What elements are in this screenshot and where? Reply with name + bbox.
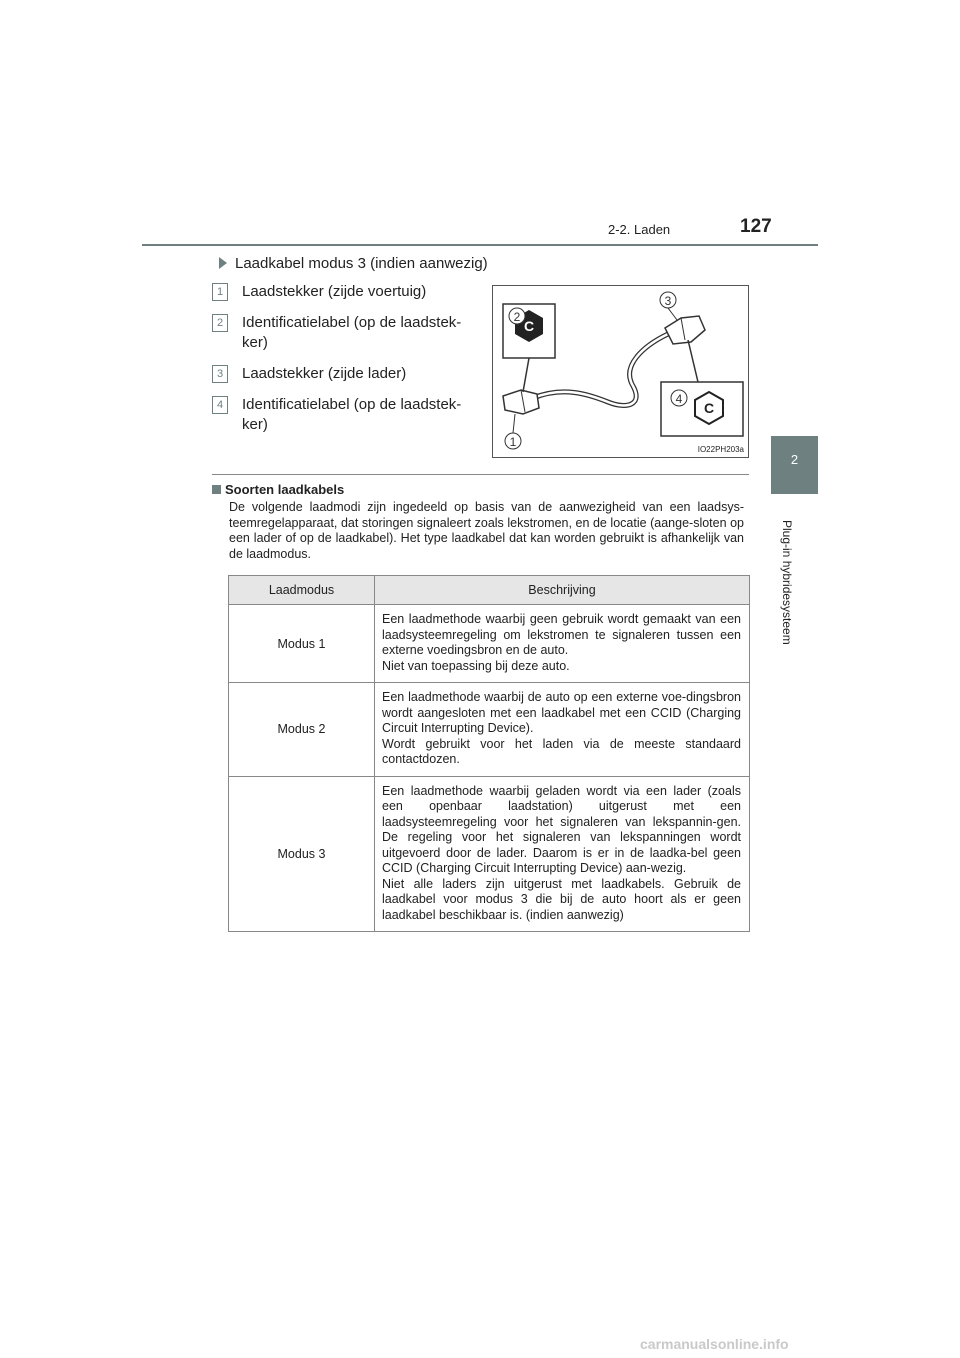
callout-item — [212, 395, 482, 435]
label-pointer-4 — [688, 340, 698, 382]
description-cell — [375, 605, 750, 683]
description-cell — [375, 683, 750, 777]
marker-3: 3 — [664, 294, 672, 308]
section-body: De volgende laadmodi zijn ingedeeld op basis van de aanwezigheid van een laadsys-teemregelapparaat, dat storingen signaleert zoals lekstromen, en de locatie (aange-sloten op een lader of op de laadkabel). Het type laadkabel dat kan worden gebruikt is afhankelijk van de laadmodus. — [229, 500, 744, 561]
page-number: 127 — [740, 216, 772, 237]
table-row — [229, 683, 750, 777]
callout-text: Identificatielabel (op de laadstek-ker) — [242, 314, 462, 351]
cable-drawing — [493, 286, 750, 459]
mode-cell: Modus 2 — [229, 683, 375, 777]
mode-cell: Modus 1 — [229, 605, 375, 683]
section-header: 2-2. Laden — [608, 222, 671, 237]
section-divider — [212, 474, 749, 475]
table-row — [229, 605, 750, 683]
marker-4: 4 — [675, 392, 683, 406]
chapter-number: 2 — [790, 452, 799, 467]
marker-1: 1 — [509, 435, 517, 449]
table-header-row — [229, 576, 750, 605]
description-text: Een laadmethode waarbij geen gebruik wordt gemaakt van een laadsysteemregeling om lekstromen te signaleren tussen een externe voedingsbron en de auto. — [382, 612, 741, 657]
column-header-description: Beschrijving — [375, 576, 750, 605]
square-bullet-icon — [212, 485, 221, 494]
charging-cable-illustration — [492, 285, 749, 458]
callout-number: 4 — [212, 396, 228, 414]
vehicle-connector-drawing — [503, 390, 539, 414]
callout-item — [212, 313, 482, 353]
callout-number: 2 — [212, 314, 228, 332]
callout-item — [212, 364, 482, 384]
label-pointer-2 — [523, 358, 529, 392]
section-title-text: Soorten laadkabels — [225, 482, 345, 497]
marker-3-pointer — [668, 308, 677, 320]
description-cell — [375, 776, 750, 932]
callout-number: 3 — [212, 365, 228, 383]
charging-modes-table — [228, 575, 750, 932]
subheading — [219, 255, 488, 272]
callout-list — [212, 282, 482, 446]
triangle-bullet-icon — [219, 257, 227, 269]
callout-text: Laadstekker (zijde lader) — [242, 365, 407, 382]
table-row — [229, 776, 750, 932]
subheading-text: Laadkabel modus 3 (indien aanwezig) — [235, 255, 488, 272]
callout-text: Laadstekker (zijde voertuig) — [242, 283, 427, 300]
header-rule — [142, 244, 818, 246]
figure-code: IO22PH203a — [697, 445, 744, 454]
column-header-mode: Laadmodus — [229, 576, 375, 605]
label-letter-2: C — [523, 318, 535, 334]
watermark: carmanualsonline.info — [640, 1336, 789, 1352]
description-text: Wordt gebruikt voor het laden via de meeste standaard contactdozen. — [382, 736, 741, 766]
description-text: Een laadmethode waarbij geladen wordt via een lader (zoals een openbaar laadstation) uitgerust met een laadsysteemregeling voor het signaleren van lekspannin-gen. De regeling voor het signaleren van lekspanningen wordt uitgevoerd door de lader. Daarom is er in de laadka-bel geen CCID (Charging Circuit Interrupting Device) aan-wezig. — [382, 783, 741, 875]
chapter-label: Plug-in hybridesysteem — [780, 520, 794, 645]
description-text: Niet van toepassing bij deze auto. — [382, 658, 570, 673]
description-text: Een laadmethode waarbij de auto op een externe voe-dingsbron wordt aangesloten met een laadkabel met een CCID (Charging Circuit Interrupting Device). — [382, 690, 741, 735]
callout-item — [212, 282, 482, 302]
marker-2: 2 — [513, 310, 521, 324]
section-title — [212, 482, 344, 497]
label-letter-4: C — [703, 400, 715, 416]
callout-number: 1 — [212, 283, 228, 301]
mode-cell: Modus 3 — [229, 776, 375, 932]
marker-1-pointer — [513, 414, 515, 433]
description-text: Niet alle laders zijn uitgerust met laadkabels. Gebruik de laadkabel voor modus 3 die bij de auto hoort als er geen laadkabel beschikbaar is. (indien aanwezig) — [382, 876, 741, 922]
callout-text: Identificatielabel (op de laadstek-ker) — [242, 396, 462, 433]
